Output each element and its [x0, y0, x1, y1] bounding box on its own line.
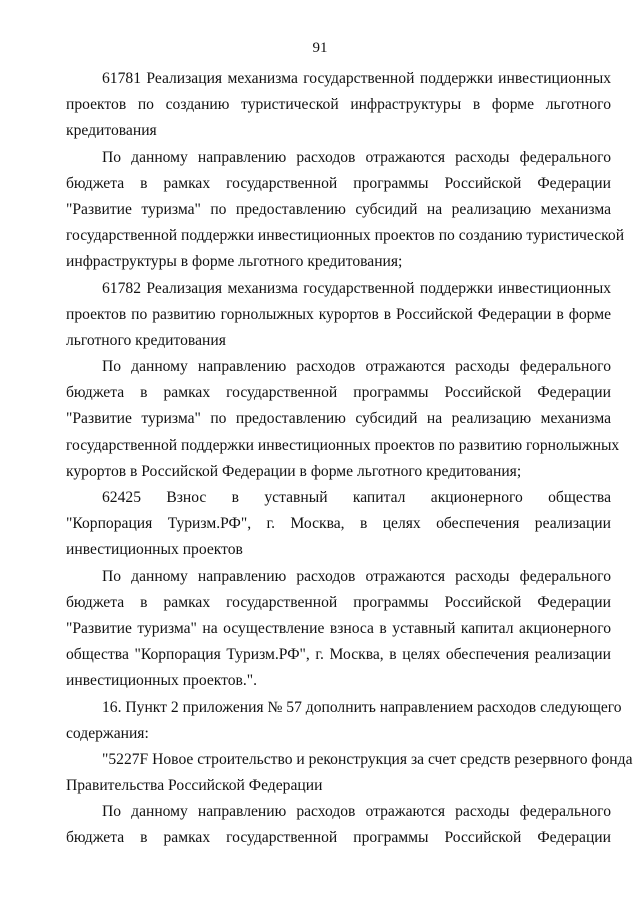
paragraph: [66, 485, 611, 564]
paragraph: [66, 276, 611, 355]
text-line: "Развитие туризма" по предоставлению субсидий на реализацию механизма: [66, 410, 611, 428]
text-line: "Развитие туризма" по предоставлению субсидий на реализацию механизма: [66, 200, 611, 218]
text-line: государственной поддержки инвестиционных проектов по созданию туристической: [66, 227, 625, 245]
text-line: государственной поддержки инвестиционных проектов по развитию горнолыжных: [66, 436, 620, 454]
text-line: инвестиционных проектов.".: [66, 672, 258, 690]
text-line: 62425 Взнос в уставный капитал акционерного общества: [102, 489, 611, 506]
text-line: проектов по развитию горнолыжных курортов в Российской Федерации в форме: [66, 305, 611, 323]
page-number: 91: [312, 40, 328, 56]
text-line: бюджета в рамках государственной программы Российской Федерации: [66, 174, 611, 192]
text-line: льготного кредитования: [66, 331, 226, 349]
text-line: бюджета в рамках государственной программы Российской Федерации: [66, 384, 611, 402]
text-line: инфраструктуры в форме льготного кредитования;: [66, 253, 403, 271]
text-line: проектов по созданию туристической инфраструктуры в форме льготного: [66, 96, 611, 114]
text-line: По данному направлению расходов отражаются расходы федерального: [102, 358, 611, 376]
text-line: "5227F Новое строительство и реконструкция за счет средств резервного фонда: [102, 750, 633, 768]
text-line: 16. Пункт 2 приложения № 57 дополнить направлением расходов следующего: [102, 698, 622, 716]
text-line: бюджета в рамках государственной программы Российской Федерации: [66, 593, 611, 611]
paragraph: [66, 66, 611, 145]
paragraph: [66, 564, 611, 695]
paragraph: [66, 799, 611, 851]
text-line: По данному направлению расходов отражаются расходы федерального: [102, 803, 611, 821]
text-line: "Развитие туризма" на осуществление взноса в уставный капитал акционерного: [66, 619, 611, 637]
text-line: курортов в Российской Федерации в форме льготного кредитования;: [66, 462, 522, 480]
text-line: общества "Корпорация Туризм.РФ", г. Москва, в целях обеспечения реализации: [66, 646, 611, 664]
text-line: содержания:: [66, 724, 149, 742]
text-line: 61782 Реализация механизма государственной поддержки инвестиционных: [102, 279, 611, 297]
document-body: [66, 66, 633, 852]
paragraph: [66, 695, 622, 747]
text-line: По данному направлению расходов отражаются расходы федерального: [102, 567, 611, 585]
text-line: кредитования: [66, 122, 157, 140]
paragraph: [66, 354, 620, 485]
text-line: Правительства Российской Федерации: [66, 777, 323, 795]
paragraph: [66, 145, 625, 276]
text-line: По данному направлению расходов отражаются расходы федерального: [102, 148, 611, 166]
text-line: "Корпорация Туризм.РФ", г. Москва, в целях обеспечения реализации: [66, 515, 611, 533]
text-line: инвестиционных проектов: [66, 541, 243, 559]
text-line: бюджета в рамках государственной программы Российской Федерации: [66, 829, 611, 847]
text-line: 61781 Реализация механизма государственной поддержки инвестиционных: [102, 70, 611, 87]
paragraph: [66, 747, 633, 799]
